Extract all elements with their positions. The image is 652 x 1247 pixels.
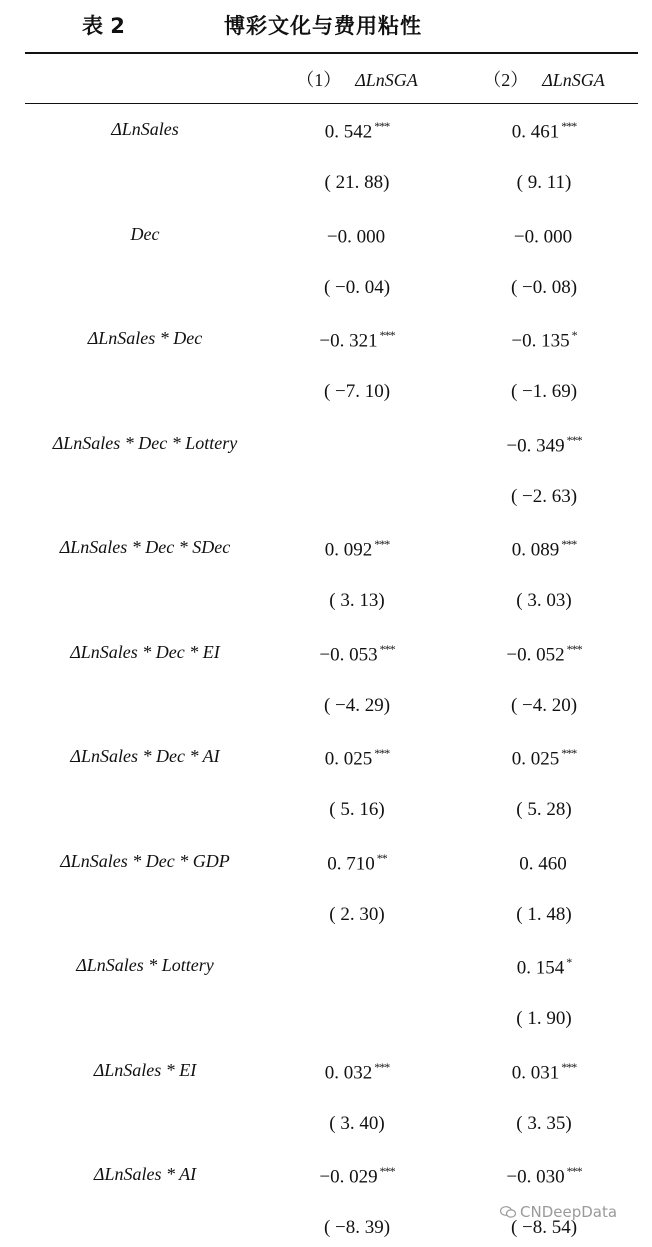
table-row <box>0 1217 652 1247</box>
t-statistic: ( −4. 29) <box>323 695 391 716</box>
t-statistic: ( −2. 63) <box>510 486 578 507</box>
coefficient-value: 0. 025 <box>511 748 560 770</box>
variable-name: ΔLnSales * EI <box>93 1060 197 1080</box>
variable-name: ΔLnSales * Dec * Lottery <box>52 433 238 453</box>
table-row <box>0 1008 652 1038</box>
coefficient-cell <box>512 746 577 770</box>
table-row <box>0 537 652 567</box>
coefficient-value: 0. 025 <box>324 748 373 770</box>
coefficient-cell <box>506 642 581 666</box>
table-number: 表 2 <box>82 14 125 38</box>
coefficient-cell <box>319 328 394 352</box>
coefficient-value: 0. 031 <box>511 1062 560 1084</box>
variable-name: ΔLnSales * Dec <box>87 328 203 348</box>
significance-stars: *** <box>374 746 390 760</box>
significance-stars: *** <box>379 642 395 656</box>
significance-stars: *** <box>561 746 577 760</box>
table-row <box>0 851 652 881</box>
significance-stars: *** <box>379 1164 395 1178</box>
coefficient-value: 0. 461 <box>511 121 560 143</box>
table-row <box>0 955 652 985</box>
coefficient-cell <box>512 1060 577 1084</box>
table-row <box>0 224 652 254</box>
significance-stars: *** <box>374 1060 390 1074</box>
t-statistic: ( −8. 39) <box>323 1217 391 1238</box>
column-header-2 <box>483 66 605 92</box>
t-statistic: ( 9. 11) <box>516 172 572 193</box>
coefficient-cell <box>325 537 390 561</box>
table-row <box>0 695 652 725</box>
variable-name: ΔLnSales * Dec * AI <box>70 746 220 766</box>
significance-stars: *** <box>374 119 390 133</box>
t-statistic: ( −4. 20) <box>510 695 578 716</box>
coefficient-value: −0. 053 <box>319 644 378 666</box>
table-row <box>0 328 652 358</box>
table-row <box>0 486 652 516</box>
coefficient-value: −0. 052 <box>506 644 565 666</box>
t-statistic: ( −1. 69) <box>510 381 578 402</box>
watermark-text: CNDeepData <box>520 1203 618 1221</box>
t-statistic: ( −8. 54) <box>510 1217 578 1238</box>
t-statistic: ( 3. 40) <box>329 1113 385 1134</box>
coefficient-cell <box>319 1164 394 1188</box>
significance-stars: *** <box>379 328 395 342</box>
table-row <box>0 172 652 202</box>
table-row <box>0 904 652 934</box>
table-row <box>0 590 652 620</box>
dependent-variable: ΔLnSGA <box>355 70 418 90</box>
table-row <box>0 1060 652 1090</box>
t-statistic: ( 3. 03) <box>516 590 572 611</box>
coefficient-cell <box>356 433 358 457</box>
variable-name: ΔLnSales * Dec * EI <box>70 642 220 662</box>
header-rule <box>25 103 638 104</box>
t-statistic: ( −0. 08) <box>510 277 578 298</box>
table-row <box>0 799 652 829</box>
coefficient-value: 0. 154 <box>516 957 565 979</box>
variable-name: ΔLnSales * AI <box>93 1164 197 1184</box>
coefficient-cell <box>327 224 387 248</box>
column-header-1 <box>296 66 418 92</box>
coefficient-value: 0. 460 <box>519 853 567 875</box>
t-statistic: ( 5. 16) <box>329 799 385 820</box>
coefficient-value: −0. 349 <box>506 435 565 457</box>
table-row <box>0 642 652 672</box>
coefficient-cell <box>325 119 390 143</box>
significance-stars: *** <box>566 1164 582 1178</box>
coefficient-value: 0. 710 <box>327 853 375 875</box>
significance-stars: *** <box>561 119 577 133</box>
significance-stars: *** <box>566 642 582 656</box>
variable-name: ΔLnSales * Dec * SDec <box>59 537 231 557</box>
t-statistic: ( 1. 48) <box>516 904 572 925</box>
t-statistic: ( 3. 13) <box>329 590 385 611</box>
coefficient-cell <box>517 955 572 979</box>
t-statistic: ( 5. 28) <box>516 799 572 820</box>
significance-stars: *** <box>561 537 577 551</box>
wechat-icon <box>500 1206 516 1218</box>
significance-stars: ** <box>376 851 387 865</box>
variable-name: ΔLnSales * Lottery <box>76 955 214 975</box>
coefficient-cell <box>356 955 358 979</box>
coefficient-cell <box>506 433 581 457</box>
t-statistic: ( −0. 04) <box>323 277 391 298</box>
table-title: 博彩文化与费用粘性 <box>224 14 422 38</box>
significance-stars: *** <box>566 433 582 447</box>
coefficient-value: −0. 321 <box>319 330 378 352</box>
coefficient-value: −0. 030 <box>506 1166 565 1188</box>
coefficient-cell <box>506 1164 581 1188</box>
coefficient-value: 0. 089 <box>511 539 560 561</box>
table-row <box>0 277 652 307</box>
t-statistic: ( −7. 10) <box>323 381 391 402</box>
t-statistic: ( 2. 30) <box>329 904 385 925</box>
table-caption <box>0 8 652 40</box>
coefficient-value: −0. 000 <box>513 226 573 248</box>
watermark <box>500 1203 617 1221</box>
t-statistic: ( 1. 90) <box>516 1008 572 1029</box>
significance-stars: * <box>566 955 572 969</box>
dependent-variable: ΔLnSGA <box>542 70 605 90</box>
coefficient-cell <box>319 642 394 666</box>
t-statistic: ( 21. 88) <box>324 172 390 193</box>
table-row <box>0 1164 652 1194</box>
coefficient-cell <box>512 119 577 143</box>
coefficient-cell <box>325 746 390 770</box>
column-number: （1） <box>296 70 342 90</box>
table-row <box>0 381 652 411</box>
coefficient-value: −0. 000 <box>326 226 386 248</box>
coefficient-cell <box>512 537 577 561</box>
variable-name: ΔLnSales <box>111 119 179 139</box>
coefficient-value: 0. 092 <box>324 539 373 561</box>
table-row <box>0 433 652 463</box>
table-row <box>0 746 652 776</box>
table-row <box>0 1113 652 1143</box>
t-statistic: ( 3. 35) <box>516 1113 572 1134</box>
coefficient-cell <box>325 1060 390 1084</box>
significance-stars: * <box>571 328 577 342</box>
table-row <box>0 119 652 149</box>
coefficient-value: −0. 029 <box>319 1166 378 1188</box>
coefficient-value: −0. 135 <box>511 330 570 352</box>
coefficient-value: 0. 542 <box>324 121 373 143</box>
coefficient-value: 0. 032 <box>324 1062 373 1084</box>
coefficient-cell <box>514 224 574 248</box>
variable-name: ΔLnSales * Dec * GDP <box>60 851 230 871</box>
significance-stars: *** <box>374 537 390 551</box>
coefficient-cell <box>327 851 387 875</box>
top-rule <box>25 52 638 54</box>
variable-name: Dec <box>130 224 160 244</box>
significance-stars: *** <box>561 1060 577 1074</box>
column-number: （2） <box>483 70 529 90</box>
coefficient-cell <box>519 851 569 875</box>
coefficient-cell <box>511 328 576 352</box>
